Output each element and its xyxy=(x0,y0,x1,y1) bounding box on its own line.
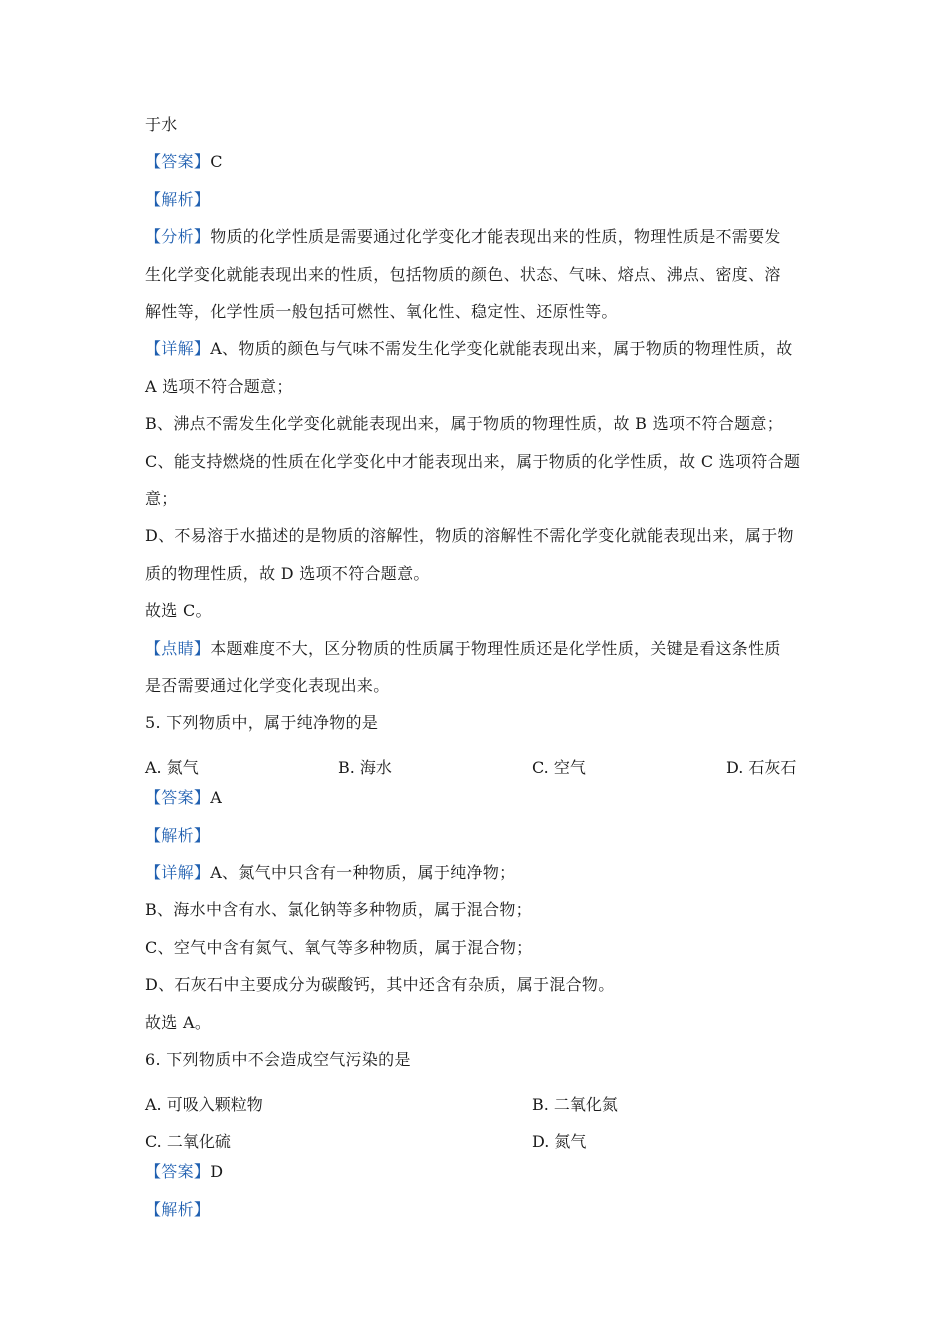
q6-option: B. 二氧化氮 xyxy=(532,1095,618,1114)
line-text: C、能支持燃烧的性质在化学变化中才能表现出来，属于物质的化学性质，故 C 选项符合题 xyxy=(145,451,801,471)
line-text: C、空气中含有氮气、氧气等多种物质，属于混合物； xyxy=(145,937,533,957)
line-text: 是否需要通过化学变化表现出来。 xyxy=(145,676,390,695)
q6-line xyxy=(145,1200,810,1220)
q4-line xyxy=(145,489,810,509)
line-text: 故选 A。 xyxy=(145,1012,212,1032)
q4-line xyxy=(145,601,810,621)
q4-line xyxy=(145,302,810,322)
line-text: C xyxy=(210,152,223,172)
line-text: 质的物理性质，故 D 选项不符合题意。 xyxy=(145,563,430,583)
q6-line xyxy=(145,1162,810,1182)
q4-line xyxy=(145,564,810,584)
q4-line xyxy=(145,452,810,472)
q4-line xyxy=(145,152,810,172)
q4-line xyxy=(145,265,810,285)
line-text: A、氮气中只含有一种物质，属于纯净物； xyxy=(210,863,516,882)
line-text: D、石灰石中主要成分为碳酸钙，其中还含有杂质，属于混合物。 xyxy=(145,975,615,995)
line-text: 本题难度不大，区分物质的性质属于物理性质还是化学性质，关键是看这条性质 xyxy=(210,638,781,658)
line-text: D xyxy=(210,1162,224,1182)
q5-line xyxy=(145,975,810,995)
line-text: 生化学变化就能表现出来的性质，包括物质的颜色、状态、气味、熔点、沸点、密度、溶 xyxy=(145,264,781,284)
q5-line xyxy=(145,900,810,920)
section-tag: 【详解】 xyxy=(145,339,211,359)
section-tag: 【答案】 xyxy=(145,1162,211,1182)
q4-line xyxy=(145,676,810,696)
line-text: 解性等，化学性质一般包括可燃性、氧化性、稳定性、还原性等。 xyxy=(145,302,618,321)
line-text: A 选项不符合题意； xyxy=(145,376,293,396)
q6-option: C. 二氧化硫 xyxy=(145,1132,231,1151)
q5-option: A. 氮气 xyxy=(145,758,199,777)
q5-line xyxy=(145,1050,810,1070)
line-text: 5. 下列物质中，属于纯净物的是 xyxy=(145,713,379,733)
section-tag: 【点睛】 xyxy=(145,638,211,658)
line-text: 故选 C。 xyxy=(145,601,212,621)
q5-option: B. 海水 xyxy=(338,758,392,777)
q6-option: D. 氮气 xyxy=(532,1132,587,1151)
line-text: A、物质的颜色与气味不需发生化学变化就能表现出来，属于物质的物理性质，故 xyxy=(210,339,793,359)
line-text: 意； xyxy=(145,489,178,508)
section-tag: 【答案】 xyxy=(145,152,211,172)
line-text: D、不易溶于水描述的是物质的溶解性，物质的溶解性不需化学变化就能表现出来，属于物 xyxy=(145,526,794,546)
section-tag: 【解析】 xyxy=(145,189,211,209)
q5-line xyxy=(145,938,810,958)
q4-line xyxy=(145,526,810,546)
section-tag: 【详解】 xyxy=(145,863,211,882)
section-tag: 【分析】 xyxy=(145,227,211,247)
q4-line xyxy=(145,713,810,733)
q5-line xyxy=(145,826,810,846)
q4-line xyxy=(145,339,810,359)
section-tag: 【解析】 xyxy=(145,825,211,845)
line-text: 6. 下列物质中不会造成空气污染的是 xyxy=(145,1050,411,1069)
q4-line xyxy=(145,639,810,659)
section-tag: 【解析】 xyxy=(145,1199,211,1219)
q5-option: D. 石灰石 xyxy=(726,758,797,777)
line-text: B、海水中含有水、氯化钠等多种物质，属于混合物； xyxy=(145,900,532,920)
q5-option: C. 空气 xyxy=(532,758,586,777)
line-text: A xyxy=(210,788,223,808)
line-text: 于水 xyxy=(145,115,178,134)
q4-line xyxy=(145,414,810,434)
q5-line xyxy=(145,1013,810,1033)
q4-line xyxy=(145,377,810,397)
q5-line xyxy=(145,863,810,883)
q4-line xyxy=(145,190,810,210)
q4-line xyxy=(145,115,810,135)
q6-option: A. 可吸入颗粒物 xyxy=(145,1095,263,1114)
line-text: 物质的化学性质是需要通过化学变化才能表现出来的性质，物理性质是不需要发 xyxy=(210,227,781,247)
q5-line xyxy=(145,788,810,808)
section-tag: 【答案】 xyxy=(145,788,211,808)
line-text: B、沸点不需发生化学变化就能表现出来，属于物质的物理性质，故 B 选项不符合题意； xyxy=(145,414,783,434)
q4-line xyxy=(145,227,810,247)
